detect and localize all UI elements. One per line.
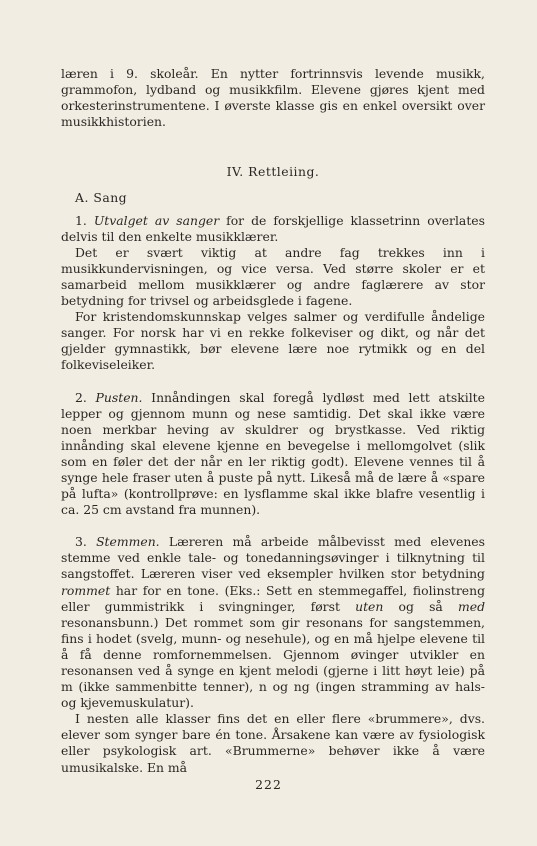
intro-paragraph: læren i 9. skoleår. En nytter fortrinnsvis levende musikk, grammofon, lydband og musikkfilm. Elevene gjøres kjent med orkesterinstrumentene. I øverste klasse gis en enkel oversikt over musikkhistorien. — [61, 66, 485, 130]
item-3-title: Stemmen. — [96, 534, 160, 550]
item-2-paragraph: 2. Pusten. Innåndingen skal foregå lydløst med lett atskilte lepper og gjennom munn og nese samtidig. Det skal ikke være noen merkbar heving av skuldrer og brystkasse. Ved riktig innånding skal elevene kjenne en bevegelse i mellomgolvet (slik som en føler det der når en ler riktig godt). Elevene vennes til å synge hele fraser uten å puste på nytt. Likeså må de lære å «spare på lufta» (kontrollprøve: en lysflamme skal ikke blafre vesentlig i ca. 25 cm avstand fra munnen). — [61, 389, 485, 518]
section-heading: IV. Rettleiing. — [226, 164, 320, 180]
body-text — [61, 66, 485, 776]
item-3-paragraph-2: I nesten alle klasser fins det en eller flere «brummere», dvs. elever som synger bare én tone. Årsakene kan være av fysiologisk eller psykologisk art. «Brummerne» behøver ikke å være umusikalske. En må — [61, 711, 485, 775]
page-number: 222 — [255, 777, 282, 792]
item-3-paragraph: 3. Stemmen. Læreren må arbeide målbevisst med elevenes stemme ved enkle tale- og tonedanningsøvinger i tilknytning til sangstoffet. Læreren viser ved eksempler hvilken stor betydning rommet har for en tone. (Eks.: Sett en stemmegaffel, fiolinstreng eller gummistrikk i svingninger, først uten og så med resonansbunn.) Det rommet som gir resonans for sangstemmen, fins i hodet (svelg, munn- og nesehule), og en må hjelpe elevene til å få denne romfornemmelsen. Gjennom øvinger utvikler en resonansen ved å synge en kjent melodi (gjerne i litt høyt leie) på m (ikke sammenbitte tenner), n og ng (ingen stramming av hals- og kjevemuskulatur). — [61, 534, 485, 711]
subsection-heading: A. Sang — [75, 190, 128, 206]
item-2-title: Pusten. — [95, 389, 143, 405]
item-1-paragraph-2: Det er svært viktig at andre fag trekkes inn i musikkundervisningen, og vice versa. Ved større skoler er et samarbeid mellom musikklærer og andre faglærere av stor betydning for trivsel og arbeidsglede i fagene. — [61, 244, 485, 309]
item-1-paragraph: 1. Utvalget av sanger for de forskjellige klassetrinn overlates delvis til den enkelte musikklærer. — [61, 212, 485, 244]
item-1-title: Utvalget av sanger — [93, 212, 220, 228]
item-1-paragraph-3: For kristendomskunnskap velges salmer og verdifulle åndelige sanger. For norsk har vi en rekke folkeviser og dikt, og når det gjelder gymnastikk, bør elevene lære noe rytmikk og en del folkeviseleiker. — [61, 309, 485, 373]
